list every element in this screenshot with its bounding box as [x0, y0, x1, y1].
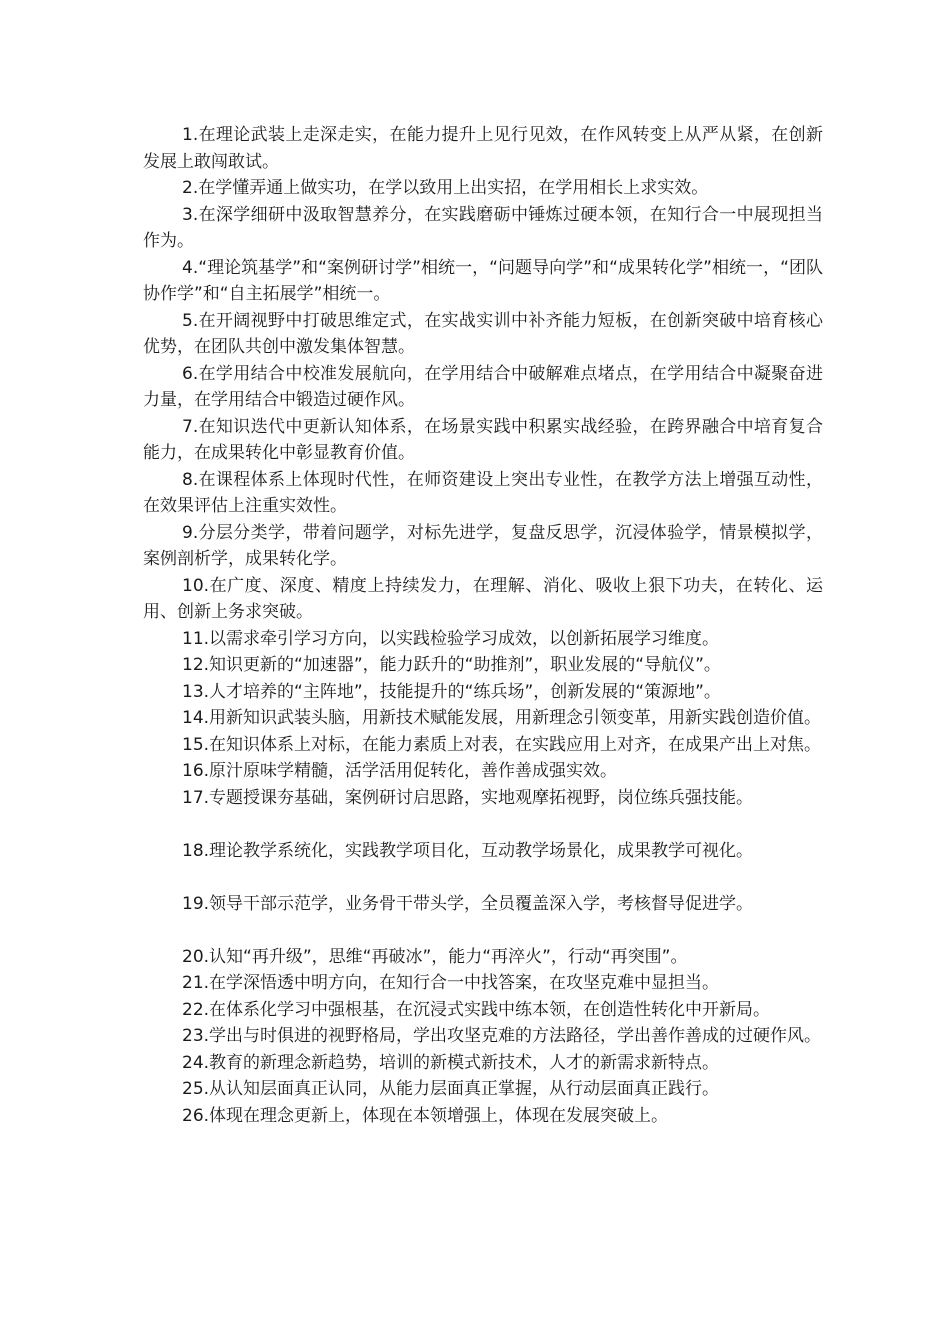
- list-item: 6.在学用结合中校准发展航向，在学用结合中破解难点堵点，在学用结合中凝聚奋进力量，在学用结合中锻造过硬作风。: [143, 363, 823, 410]
- list-item: 24.教育的新理念新趋势，培训的新模式新技术，人才的新需求新特点。: [182, 1052, 720, 1073]
- list-item: 15.在知识体系上对标，在能力素质上对表，在实践应用上对齐，在成果产出上对焦。: [182, 734, 822, 755]
- list-item: 25.从认知层面真正认同，从能力层面真正掌握，从行动层面真正践行。: [182, 1079, 720, 1099]
- list-item: 16.原汁原味学精髓，活学活用促转化，善作善成强实效。: [182, 761, 618, 781]
- list-item: 20.认知“再升级”，思维“再破冰”，能力“再淬火”，行动“再突围”。: [182, 946, 688, 967]
- list-item: 26.体现在理念更新上，体现在本领增强上，体现在发展突破上。: [182, 1105, 669, 1126]
- document-body: [143, 122, 823, 1129]
- list-item: 1.在理论武装上走深走实，在能力提升上见行见效，在作风转变上从严从紧，在创新发展上敢闯敢试。: [143, 125, 823, 172]
- list-item: 10.在广度、深度、精度上持续发力，在理解、消化、吸收上狠下功夫，在转化、运用、创新上务求突破。: [143, 575, 823, 622]
- list-item: 19.领导干部示范学，业务骨干带头学，全员覆盖深入学，考核督导促进学。: [182, 893, 754, 914]
- list-item: 8.在课程体系上体现时代性，在师资建设上突出专业性，在教学方法上增强互动性，在效果评估上注重实效性。: [143, 469, 823, 516]
- list-item: 3.在深学细研中汲取智慧养分，在实践磨砺中锤炼过硬本领，在知行合一中展现担当作为。: [143, 204, 823, 251]
- list-item: 23.学出与时俱进的视野格局，学出攻坚克难的方法路径，学出善作善成的过硬作风。: [182, 1026, 822, 1046]
- list-item: 5.在开阔视野中打破思维定式，在实战实训中补齐能力短板，在创新突破中培育核心优势，在团队共创中激发集体智慧。: [143, 310, 823, 357]
- list-item: 4.“理论筑基学”和“案例研讨学”相统一，“问题导向学”和“成果转化学”相统一，“团队协作学”和“自主拓展学”相统一。: [143, 257, 823, 304]
- list-item: 22.在体系化学习中强根基，在沉浸式实践中练本领，在创造性转化中开新局。: [182, 999, 771, 1020]
- list-item: 7.在知识迭代中更新认知体系，在场景实践中积累实战经验，在跨界融合中培育复合能力，在成果转化中彰显教育价值。: [143, 416, 823, 463]
- list-item: 2.在学懂弄通上做实功，在学以致用上出实招，在学用相长上求实效。: [182, 178, 709, 198]
- list-item: 13.人才培养的“主阵地”，技能提升的“练兵场”，创新发展的“策源地”。: [182, 681, 721, 702]
- list-item: 14.用新知识武装头脑，用新技术赋能发展，用新理念引领变革，用新实践创造价值。: [182, 708, 822, 728]
- list-item: 17.专题授课夯基础，案例研讨启思路，实地观摩拓视野，岗位练兵强技能。: [182, 787, 754, 808]
- list-item: 9.分层分类学，带着问题学，对标先进学，复盘反思学，沉浸体验学，情景模拟学，案例剖析学，成果转化学。: [143, 522, 823, 569]
- list-item: 12.知识更新的“加速器”，能力跃升的“助推剂”，职业发展的“导航仪”。: [182, 655, 721, 675]
- list-item: 21.在学深悟透中明方向，在知行合一中找答案，在攻坚克难中显担当。: [182, 973, 720, 993]
- list-item: 11.以需求牵引学习方向，以实践检验学习成效，以创新拓展学习维度。: [182, 628, 720, 649]
- list-item: 18.理论教学系统化，实践教学项目化，互动教学场景化，成果教学可视化。: [182, 840, 754, 861]
